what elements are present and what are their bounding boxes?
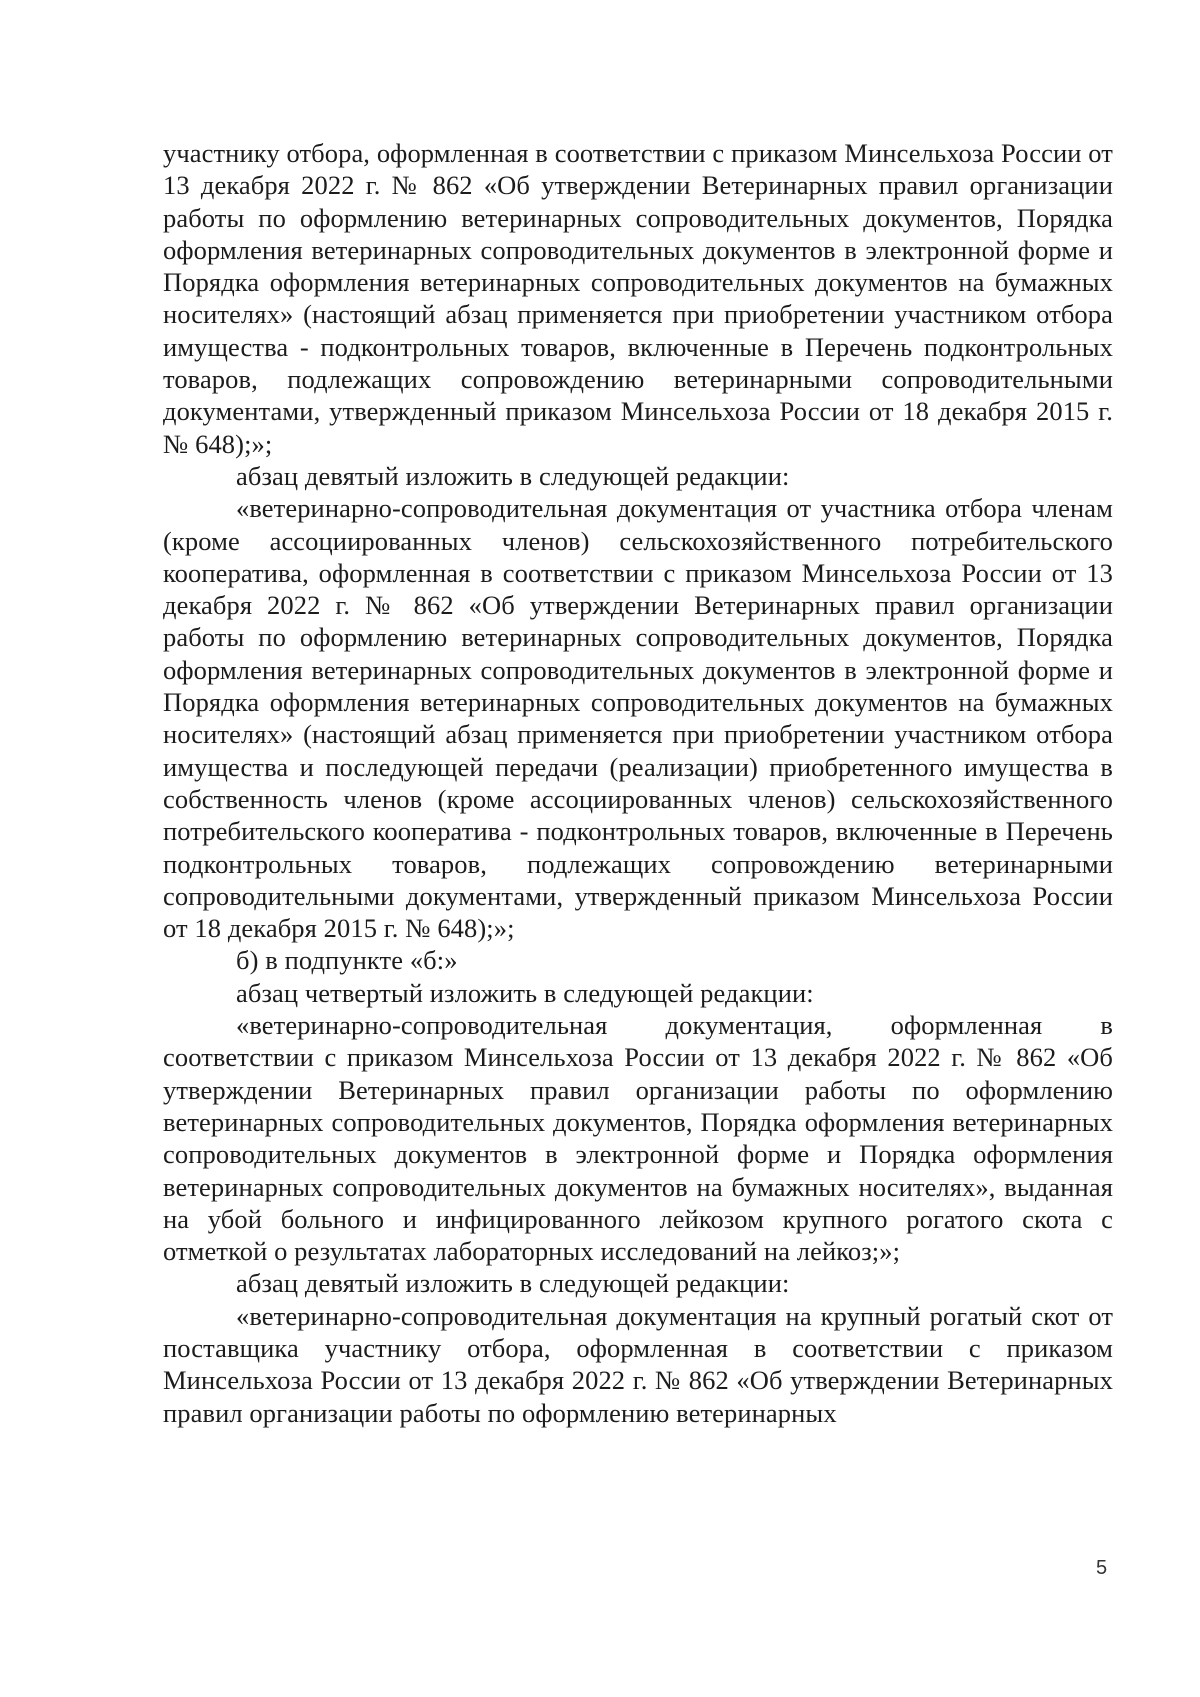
- paragraph-quoted-text: «ветеринарно-сопроводительная документация на крупный рогатый скот от поставщика участнику отбора, оформленная в соответствии с приказом Минсельхоза России от 13 декабря 2022 г. № 862 «Об утверждении Ветеринарных правил организации работы по оформлению ветеринарных: [163, 1300, 1113, 1428]
- paragraph-quoted-text: «ветеринарно-сопроводительная документация, оформленная в соответствии с приказом Минсельхоза России от 13 декабря 2022 г. № 862 «Об утверждении Ветеринарных правил организации работы по оформлению ветеринарных сопроводительных документов, Порядка оформления ветеринарных сопроводительных документов в электронной форме и Порядка оформления ветеринарных сопроводительных документов на бумажных носителях», выданная на убой больного и инфицированного лейкозом крупного рогатого скота с отметкой о результатах лабораторных исследований на лейкоз;»;: [163, 1010, 1113, 1267]
- page-number: 5: [1096, 1557, 1108, 1579]
- paragraph-instruction: абзац девятый изложить в следующей редакции:: [236, 1268, 790, 1299]
- paragraph-instruction: абзац четвертый изложить в следующей редакции:: [236, 977, 814, 1008]
- paragraph-continuation: участнику отбора, оформленная в соответствии с приказом Минсельхоза России от 13 декабря 2022 г. № 862 «Об утверждении Ветеринарных правил организации работы по оформлению ветеринарных сопроводительных документов, Порядка оформления ветеринарных сопроводительных документов в электронной форме и Порядка оформления ветеринарных сопроводительных документов на бумажных носителях» (настоящий абзац применяется при приобретении участником отбора имущества - подконтрольных товаров, включенные в Перечень подконтрольных товаров, подлежащих сопровождению ветеринарными сопроводительными документами, утвержденный приказом Минсельхоза России от 18 декабря 2015 г. № 648);»;: [163, 138, 1113, 459]
- document-body: [163, 137, 1113, 1429]
- paragraph-subitem-heading: б) в подпункте «б:»: [236, 945, 458, 976]
- paragraph-instruction: абзац девятый изложить в следующей редакции:: [236, 460, 790, 491]
- paragraph-quoted-text: «ветеринарно-сопроводительная документация от участника отбора членам (кроме ассоциированных членов) сельскохозяйственного потребительского кооператива, оформленная в соответствии с приказом Минсельхоза России от 13 декабря 2022 г. № 862 «Об утверждении Ветеринарных правил организации работы по оформлению ветеринарных сопроводительных документов, Порядка оформления ветеринарных сопроводительных документов в электронной форме и Порядка оформления ветеринарных сопроводительных документов на бумажных носителях» (настоящий абзац применяется при приобретении участником отбора имущества и последующей передачи (реализации) приобретенного имущества в собственность членов (кроме ассоциированных членов) сельскохозяйственного потребительского кооператива - подконтрольных товаров, включенные в Перечень подконтрольных товаров, подлежащих сопровождению ветеринарными сопроводительными документами, утвержденный приказом Минсельхоза России от 18 декабря 2015 г. № 648);»;: [163, 493, 1113, 944]
